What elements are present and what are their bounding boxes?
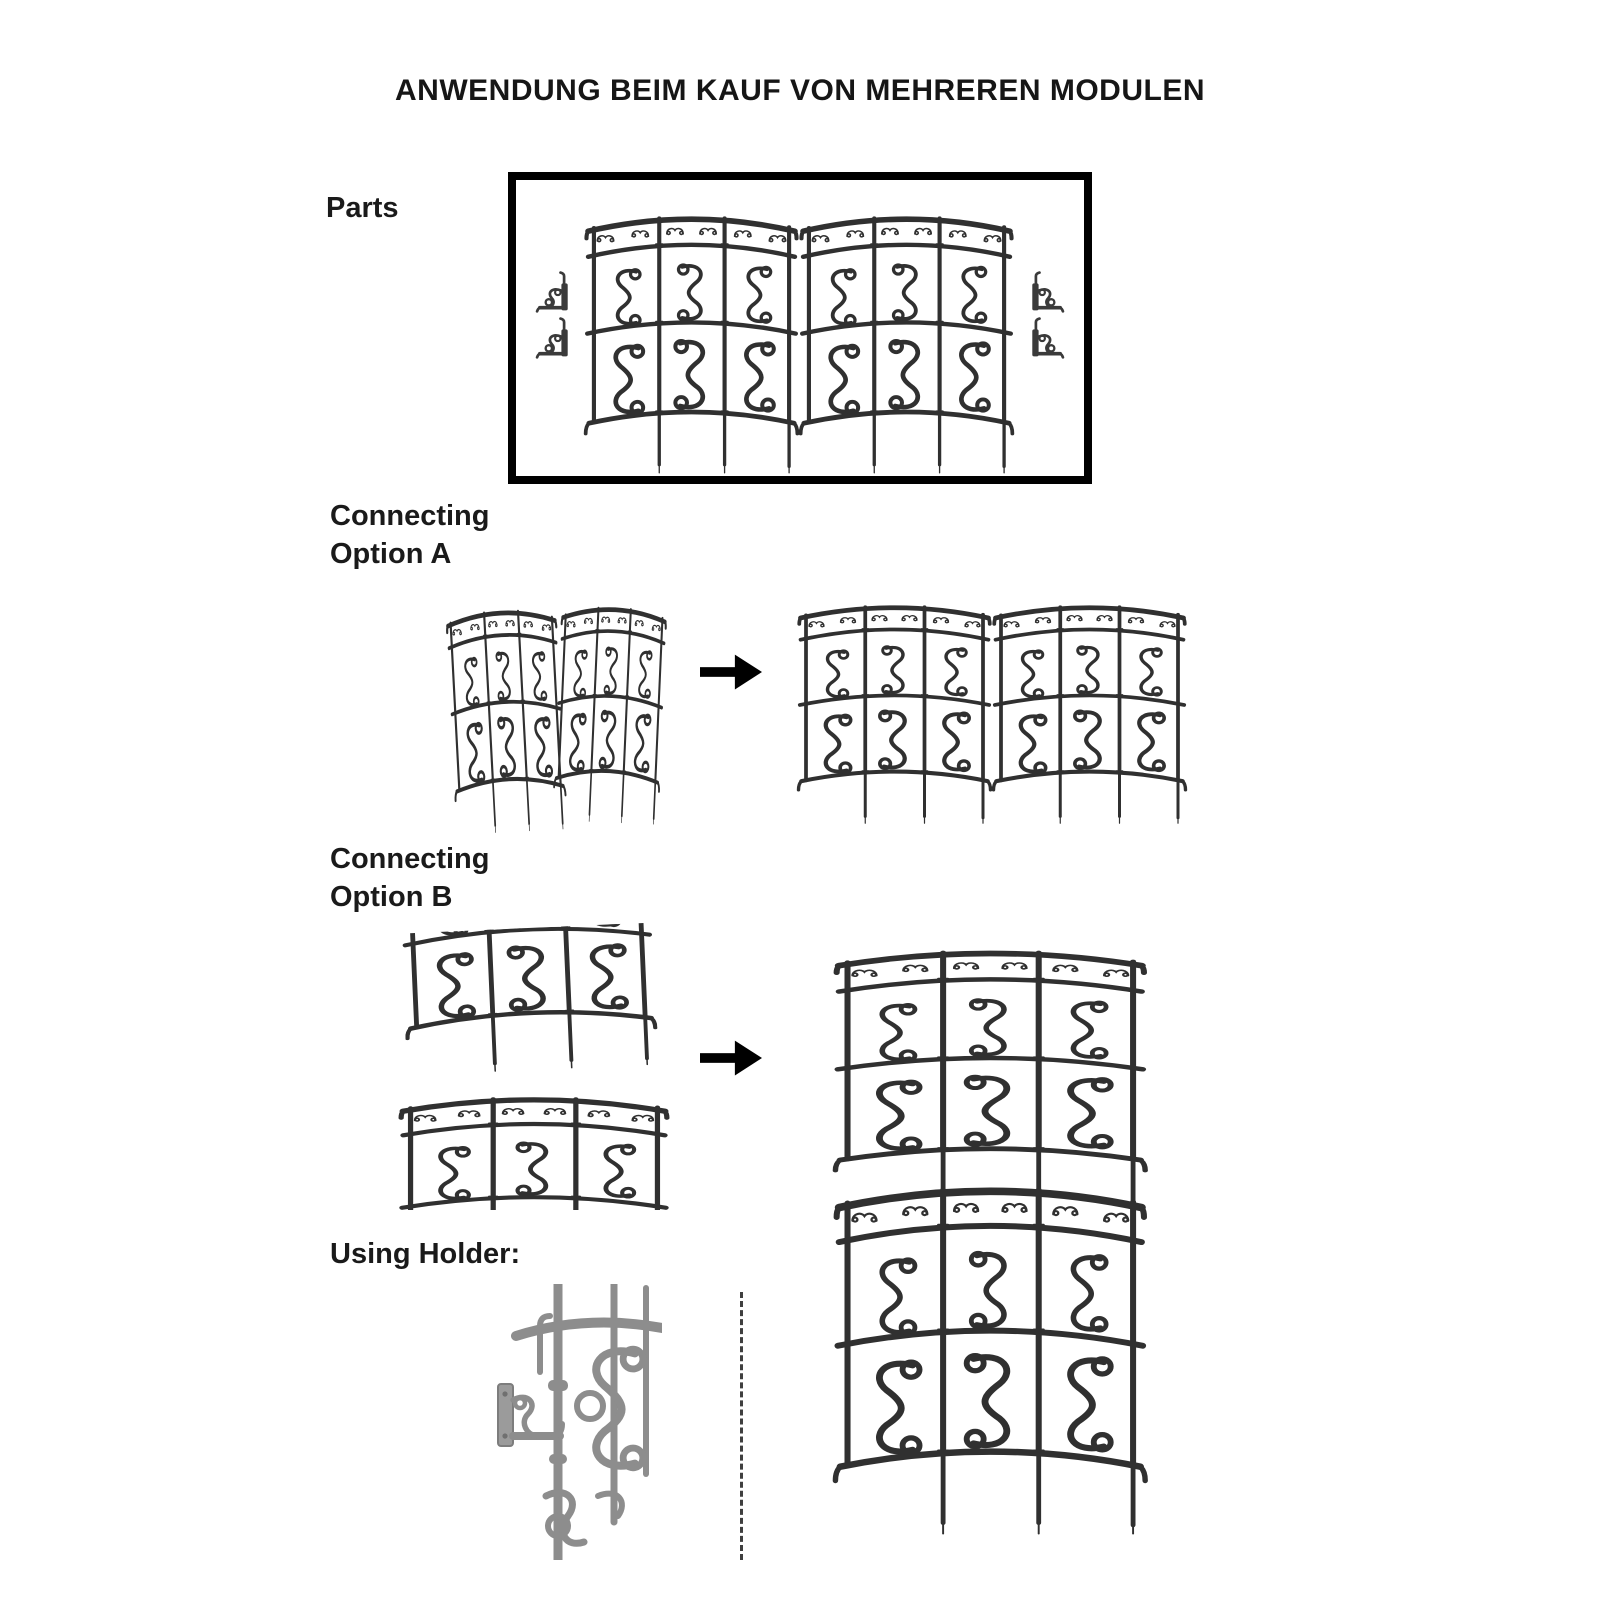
fence-panel <box>553 607 667 824</box>
fence-panel-fragment <box>401 923 657 1075</box>
parts-label: Parts <box>326 192 399 224</box>
fence-panel <box>446 609 567 834</box>
fence-panel <box>835 1190 1145 1533</box>
option-a-arrow <box>700 652 762 692</box>
option-b-piece-bottom-figure <box>401 923 659 1080</box>
parts-box <box>508 172 1092 484</box>
holder-label: Using Holder: <box>330 1238 521 1270</box>
holder-bracket-icon <box>1032 273 1063 312</box>
fence-panel <box>801 218 1013 472</box>
fence-panel <box>994 607 1186 823</box>
holder-bracket-icon <box>1032 319 1063 358</box>
option-b-label-line2: Option B <box>330 880 453 913</box>
fence-panel-fragment <box>400 1099 668 1210</box>
option-b-arrow <box>700 1038 762 1078</box>
arrow-right-icon <box>700 1038 762 1078</box>
page-title: ANWENDUNG BEIM KAUF VON MEHREREN MODULEN <box>395 74 1205 107</box>
dashed-divider <box>740 1292 743 1560</box>
holder-bracket-icon <box>537 319 568 358</box>
option-a-label-line2: Option A <box>330 537 452 570</box>
holder-bracket-closeup <box>498 1384 562 1446</box>
option-a-label <box>330 498 490 573</box>
option-b-label <box>330 841 490 916</box>
option-a-after-figure <box>794 584 1194 834</box>
holder-bracket-icon <box>537 273 568 312</box>
option-b-after-figure <box>828 922 1150 1544</box>
holder-closeup-figure <box>496 1284 662 1560</box>
option-b-piece-top-figure <box>398 1078 670 1210</box>
option-a-before-figure <box>438 578 678 846</box>
arrow-right-icon <box>700 652 762 692</box>
fence-panel <box>835 953 1145 1211</box>
option-b-label-line1: Connecting <box>330 843 490 875</box>
fence-panel <box>586 218 798 472</box>
parts-figure <box>516 180 1084 476</box>
fence-panel <box>799 607 991 823</box>
option-a-label-line1: Connecting <box>330 500 490 532</box>
